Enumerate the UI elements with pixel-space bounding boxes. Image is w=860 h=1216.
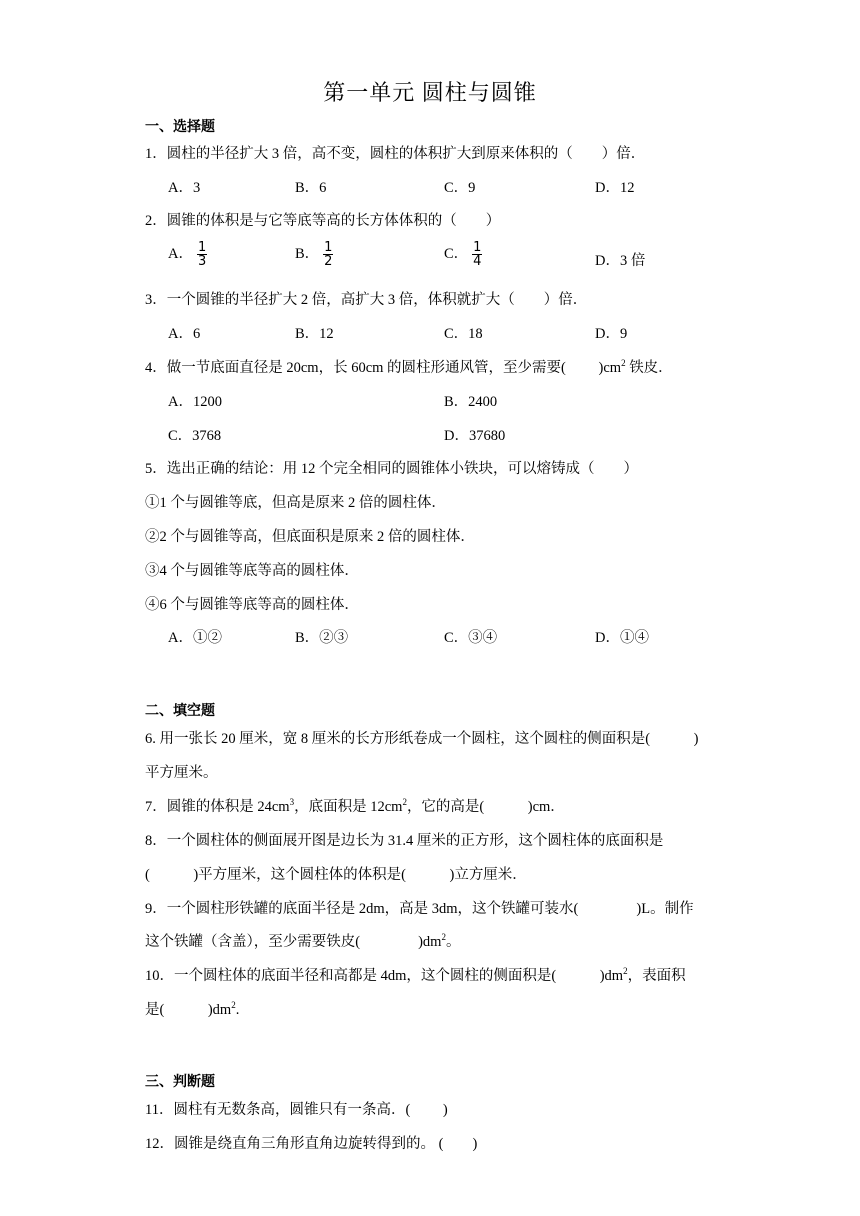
fraction-one-quarter [472, 241, 482, 268]
q9-text-a: 这个铁罐（含盖），至少需要铁皮( )dm [145, 934, 442, 950]
q4-option-b: B．2400 [444, 394, 498, 410]
q4-option-a: A．1200 [168, 394, 222, 410]
q2-option-d [595, 249, 645, 270]
q9-superscript: 2 [441, 932, 446, 943]
q2-option-c [444, 241, 482, 268]
question-8-line-1: 8．一个圆柱体的侧面展开图是边长为 31.4 厘米的正方形，这个圆柱体的底面积是 [145, 833, 664, 849]
question-4 [145, 356, 673, 377]
q2-option-d-letter: D． [595, 253, 620, 269]
q9-text-b: 。 [445, 934, 461, 950]
q1-option-b: B．6 [295, 180, 327, 196]
question-5: 5．选出正确的结论：用 12 个完全相同的圆锥体小铁块，可以熔铸成（ ） [145, 461, 638, 477]
q2-option-a [168, 241, 207, 268]
question-6-line-1: 6. 用一张长 20 厘米，宽 8 厘米的长方形纸卷成一个圆柱，这个圆柱的侧面积是( ) [145, 731, 699, 747]
question-6-line-2: 平方厘米。 [145, 765, 218, 781]
question-3: 3．一个圆锥的半径扩大 2 倍，高扩大 3 倍，体积就扩大（ ）倍． [145, 292, 588, 308]
q7-superscript-a: 3 [289, 797, 295, 808]
q10-text-d: . [235, 1002, 240, 1018]
q5-option-d: D．①④ [595, 630, 649, 646]
q5-statement-1: ①1 个与圆锥等底，但高是原来 2 倍的圆柱体． [145, 495, 446, 511]
fraction-denominator: 2 [324, 254, 333, 269]
question-12: 12．圆锥是绕直角三角形直角边旋转得到的。 ( ) [145, 1136, 478, 1152]
q10-text-b: ，表面积 [627, 968, 686, 984]
fraction-numerator: 1 [473, 240, 482, 255]
q5-option-b: B．②③ [295, 630, 349, 646]
q5-option-c: C．③④ [444, 630, 498, 646]
page-title: 第一单元 圆柱与圆锥 [323, 80, 537, 105]
q4-option-d: D．37680 [444, 428, 506, 444]
q4-text-end: 铁皮． [625, 360, 673, 376]
q5-option-a: A．①② [168, 630, 222, 646]
q5-statement-3: ③4 个与圆锥等底等高的圆柱体． [145, 563, 359, 579]
question-8-line-2: ( )平方厘米，这个圆柱体的体积是( )立方厘米． [145, 867, 527, 883]
fraction-one-third [197, 241, 207, 268]
fraction-one-half [323, 241, 333, 268]
question-10-line-1 [145, 964, 686, 985]
q3-option-a: A．6 [168, 326, 201, 342]
q1-option-c: C．9 [444, 180, 476, 196]
question-9-line-1: 9．一个圆柱形铁罐的底面半径是 2dm，高是 3dm，这个铁罐可装水( )L。制作 [145, 901, 694, 917]
q10-superscript-2: 2 [231, 1000, 236, 1011]
fraction-denominator: 4 [473, 254, 482, 269]
q3-option-c: C．18 [444, 326, 483, 342]
q1-option-d: D．12 [595, 180, 635, 196]
q7-text-c: ，它的高是( )cm． [406, 799, 565, 815]
fraction-denominator: 3 [197, 254, 207, 269]
question-1: 1．圆柱的半径扩大 3 倍，高不变，圆柱的体积扩大到原来体积的（ ）倍． [145, 146, 646, 162]
fraction-numerator: 1 [197, 240, 207, 255]
question-7 [145, 795, 565, 816]
q4-option-c: C．3768 [168, 428, 222, 444]
question-2: 2．圆锥的体积是与它等底等高的长方体体积的（ ） [145, 213, 501, 229]
q2-option-c-letter: C． [444, 245, 469, 262]
question-10-line-2 [145, 998, 239, 1019]
q2-option-b [295, 241, 333, 268]
q10-text-a: 10．一个圆柱体的底面半径和高都是 4dm，这个圆柱的侧面积是( )dm [145, 968, 624, 984]
q2-option-d-text: 3 倍 [619, 253, 646, 269]
question-9-line-2 [145, 930, 460, 951]
q5-statement-4: ④6 个与圆锥等底等高的圆柱体． [145, 597, 359, 613]
question-11: 11．圆柱有无数条高，圆锥只有一条高．( ) [145, 1102, 448, 1118]
q5-statement-2: ②2 个与圆锥等高，但底面积是原来 2 倍的圆柱体． [145, 529, 475, 545]
q3-option-d: D．9 [595, 326, 628, 342]
q7-text-a: 7．圆锥的体积是 24cm [145, 799, 290, 815]
section-heading-judge: 三、判断题 [145, 1075, 215, 1090]
q2-option-a-letter: A． [168, 245, 193, 262]
q1-option-a: A．3 [168, 180, 201, 196]
q2-option-b-letter: B． [295, 245, 320, 262]
q4-superscript: 2 [621, 358, 626, 369]
q7-text-b: ，底面积是 12cm [294, 799, 403, 815]
fraction-numerator: 1 [324, 240, 333, 255]
q7-superscript-b: 2 [402, 797, 407, 808]
q10-text-c: 是( )dm [145, 1002, 232, 1018]
q3-option-b: B．12 [295, 326, 334, 342]
q10-superscript-1: 2 [623, 966, 628, 977]
q4-text-main: 4．做一节底面直径是 20cm，长 60cm 的圆柱形通风管，至少需要( )cm [145, 360, 622, 376]
section-heading-fill: 二、填空题 [145, 704, 215, 719]
section-heading-choice: 一、选择题 [145, 120, 215, 135]
